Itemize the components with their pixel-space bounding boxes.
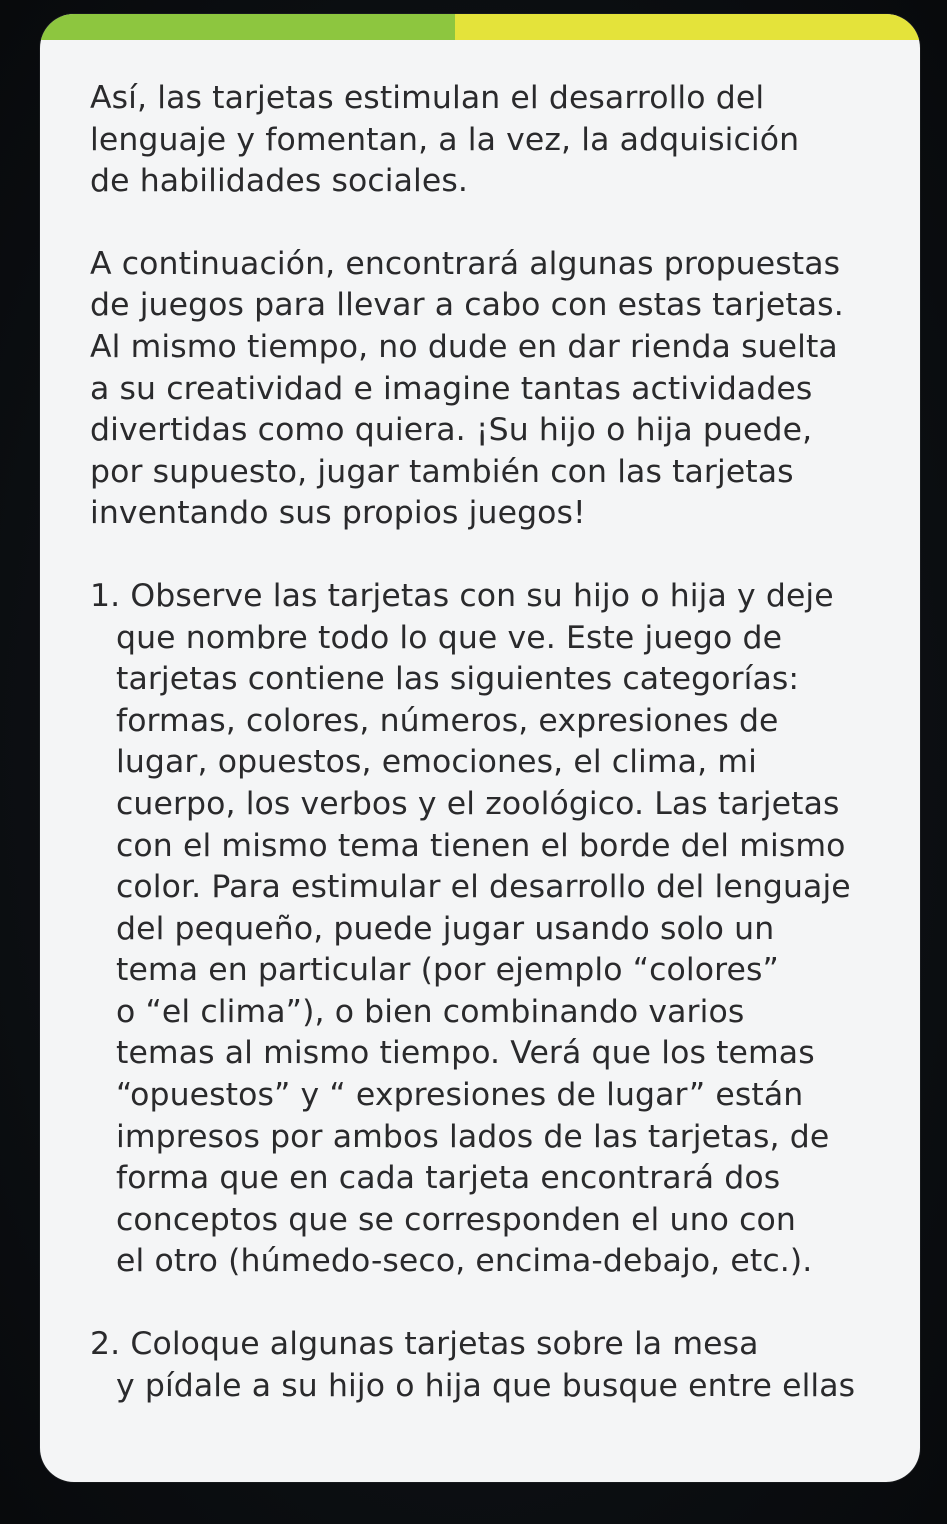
text-line: 2. Coloque algunas tarjetas sobre la mesa (90, 1326, 759, 1363)
card-text (90, 78, 900, 1407)
color-stripe (40, 14, 920, 40)
stripe-yellow (455, 14, 920, 40)
intro-paragraph (90, 78, 900, 203)
stripe-green (40, 14, 455, 40)
text-line: 1. Observe las tarjetas con su hijo o hija y deje (90, 577, 834, 614)
text-line: Al mismo tiempo, no dude en dar rienda suelta (90, 328, 838, 365)
instruction-card (40, 14, 920, 1482)
text-line: el otro (húmedo-seco, encima-debajo, etc.). (116, 1243, 813, 1280)
text-line: Así, las tarjetas estimulan el desarrollo del (90, 80, 765, 116)
text-line: inventando sus propios juegos! (90, 495, 586, 532)
text-line: por supuesto, jugar también con las tarjetas (90, 453, 794, 490)
text-line: conceptos que se corresponden el uno con (116, 1201, 796, 1238)
text-line: formas, colores, números, expresiones de (116, 702, 779, 739)
text-line: forma que en cada tarjeta encontrará dos (116, 1160, 781, 1197)
text-line: que nombre todo lo que ve. Este juego de (116, 619, 783, 656)
proposals-paragraph (90, 244, 900, 535)
text-line: “opuestos” y “ expresiones de lugar” están (116, 1077, 804, 1114)
text-line: A continuación, encontrará algunas propuestas (90, 245, 841, 282)
text-line: de habilidades sociales. (90, 163, 469, 200)
text-line: tarjetas contiene las siguientes categorías: (116, 661, 800, 698)
list-item-2 (90, 1324, 900, 1407)
list-item-1 (90, 576, 900, 1283)
text-line: lugar, opuestos, emociones, el clima, mi (116, 744, 757, 781)
text-line: tema en particular (por ejemplo “colores” (116, 952, 779, 989)
text-line: divertidas como quiera. ¡Su hijo o hija puede, (90, 412, 813, 449)
text-line: lenguaje y fomentan, a la vez, la adquisición (90, 121, 800, 158)
text-line: del pequeño, puede jugar usando solo un (116, 910, 775, 947)
text-line: con el mismo tema tienen el borde del mismo (116, 827, 846, 864)
text-line: impresos por ambos lados de las tarjetas, de (116, 1118, 830, 1155)
text-line: cuerpo, los verbos y el zoológico. Las tarjetas (116, 785, 840, 822)
text-line: temas al mismo tiempo. Verá que los temas (116, 1035, 815, 1072)
text-line: de juegos para llevar a cabo con estas tarjetas. (90, 287, 844, 324)
text-line: o “el clima”), o bien combinando varios (116, 993, 745, 1030)
text-line: y pídale a su hijo o hija que busque entre ellas (116, 1367, 856, 1404)
text-line: color. Para estimular el desarrollo del lenguaje (116, 869, 851, 906)
text-line: a su creatividad e imagine tantas actividades (90, 370, 813, 407)
